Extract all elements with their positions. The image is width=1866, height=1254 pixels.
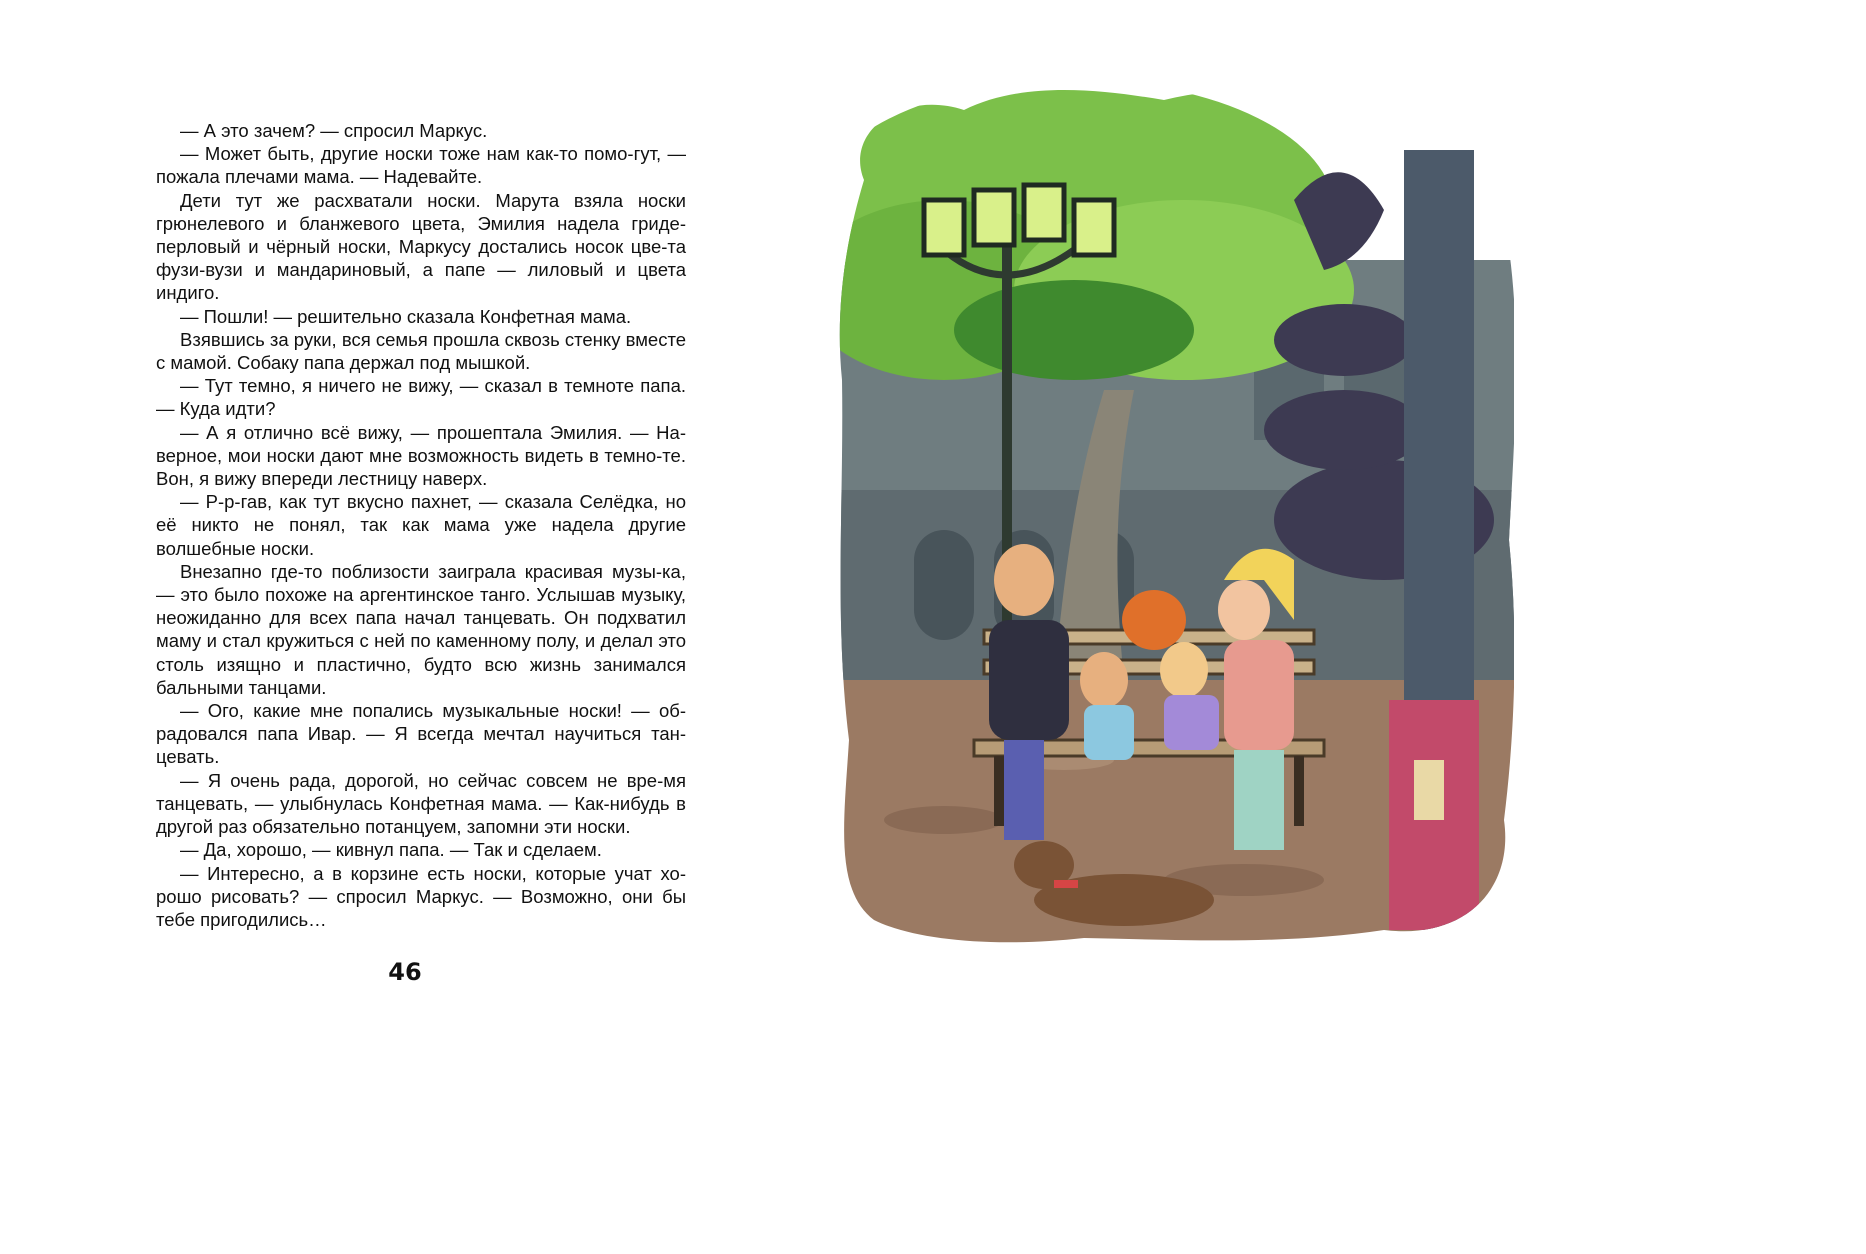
- paragraph: — Р-р-гав, как тут вкусно пахнет, — сказала Селёдка, но её никто не понял, так как мама уже надела другие волшебные носки.: [156, 491, 686, 559]
- left-page: [0, 0, 784, 1049]
- paragraph: — Ого, какие мне попались музыкальные носки! — об-радовался папа Ивар. — Я всегда мечтал научиться тан-цевать.: [156, 700, 686, 768]
- paragraph: — Может быть, другие носки тоже нам как-то помо-гут, — пожала плечами мама. — Надевайте.: [156, 143, 686, 188]
- story-illustration: [824, 60, 1514, 960]
- paragraph: — Тут темно, я ничего не вижу, — сказал в темноте папа. — Куда идти?: [156, 375, 686, 420]
- scene: [824, 60, 1514, 960]
- paragraph: — А я отлично всё вижу, — прошептала Эмилия. — На-верное, мои носки дают мне возможность видеть в темно-те. Вон, я вижу впереди лестницу наверх.: [156, 421, 686, 490]
- paragraph: Дети тут же расхватали носки. Марута взяла носки грюнелевого и бланжевого цвета, Эмилия надела гриде-перловый и чёрный носки, Маркусу достались носок цве-та фузи-вузи и мандариновый, а папе — лиловый и цвета индиго.: [156, 189, 686, 304]
- story-text: [156, 119, 686, 931]
- paragraph: — Интересно, а в корзине есть носки, которые учат хо-рошо рисовать? — спросил Маркус. — Возможно, они бы тебе пригодились…: [156, 862, 686, 930]
- right-page: [784, 0, 1568, 1049]
- paragraph: Внезапно где-то поблизости заиграла красивая музы-ка, — это было похоже на аргентинское танго. Услышав музыку, неожиданно для всех папа начал танцевать. Он подхватил маму и стал кружиться с ней по каменному полу, и делал это столь изящно и пластично, будто всю жизнь занимался бальными танцами.: [156, 560, 686, 698]
- page-number: 46: [388, 958, 422, 986]
- paragraph: Взявшись за руки, вся семья прошла сквозь стенку вместе с мамой. Собаку папа держал под мышкой.: [156, 328, 687, 374]
- paragraph: — А это зачем? — спросил Маркус.: [180, 120, 488, 141]
- paragraph: — Пошли! — решительно сказала Конфетная мама.: [180, 305, 632, 327]
- paragraph: — Я очень рада, дорогой, но сейчас совсем не вре-мя танцевать, — улыбнулась Конфетная мама. — Как-нибудь в другой раз обязательно потанцуем, запомни эти носки.: [156, 769, 686, 838]
- paragraph: — Да, хорошо, — кивнул папа. — Так и сделаем.: [180, 839, 602, 861]
